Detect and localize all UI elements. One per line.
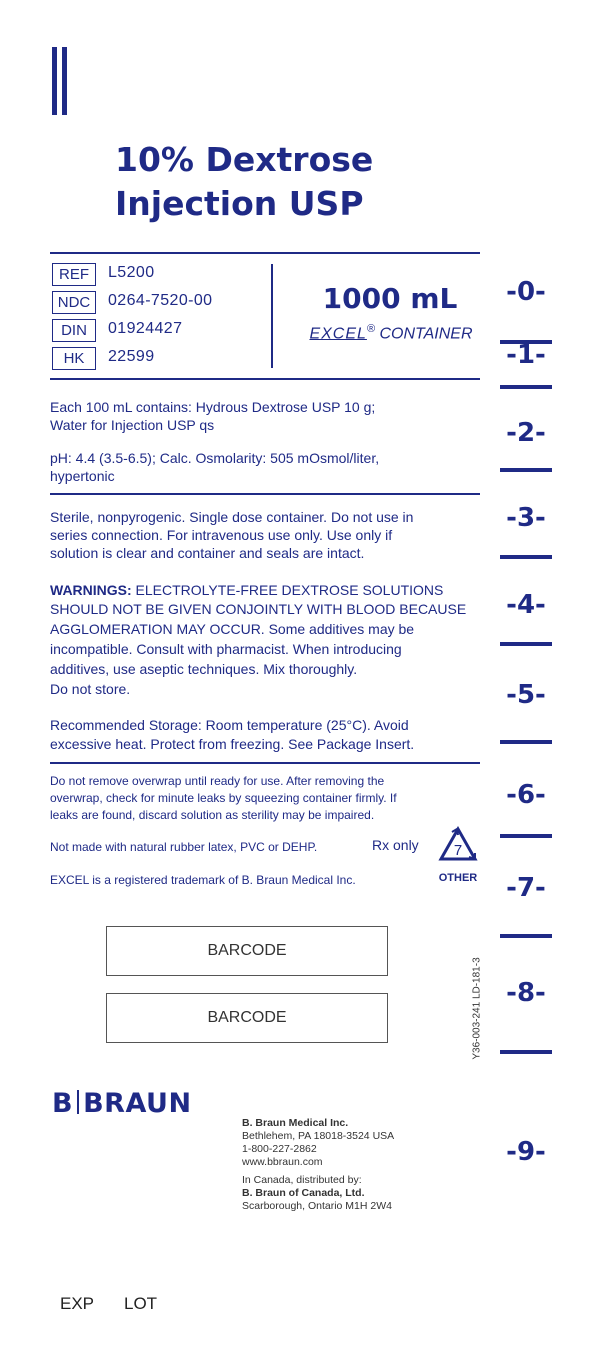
overwrap-line1: Do not remove overwrap until ready for use. After removing the [50, 774, 385, 788]
codes-divider [50, 378, 480, 380]
logo-separator [77, 1090, 79, 1114]
ref-value: L5200 [108, 264, 155, 281]
grad-label-6: -6- [506, 780, 546, 810]
ndc-label: NDC [52, 291, 96, 314]
grad-tick-6 [500, 740, 552, 744]
usage-line3: solution is clear and container and seals are intact. [50, 545, 365, 561]
rx-only: Rx only [372, 837, 419, 853]
grad-tick-5 [500, 642, 552, 646]
composition-line2: Water for Injection USP qs [50, 417, 215, 433]
ph-line2: hypertonic [50, 468, 115, 484]
grad-label-7: -7- [506, 873, 546, 903]
trademark-statement: EXCEL is a registered trademark of B. Braun Medical Inc. [50, 873, 356, 887]
volume-amount: 1000 mL [322, 282, 458, 315]
top-bar-mark-left [52, 47, 57, 115]
canada-line: In Canada, distributed by: [242, 1174, 362, 1186]
title-divider [50, 252, 480, 254]
barcode-1: BARCODE [106, 926, 388, 976]
grad-label-5: -5- [506, 680, 546, 710]
top-bar-mark-right [62, 47, 67, 115]
lot-label: LOT [124, 1294, 158, 1313]
canada-city: Scarborough, Ontario M1H 2W4 [242, 1200, 392, 1212]
storage-line2: excessive heat. Protect from freezing. See Package Insert. [50, 736, 415, 752]
storage-divider [50, 762, 480, 764]
company-phone: 1-800-227-2862 [242, 1143, 317, 1155]
exp-label: EXP [60, 1294, 95, 1313]
din-label: DIN [52, 319, 96, 342]
grad-tick-9 [500, 1050, 552, 1054]
overwrap-line2: overwrap, check for minute leaks by squeezing container firmly. If [50, 791, 397, 805]
warnings-line5: additives, use aseptic techniques. Mix thoroughly. [50, 661, 358, 677]
grad-tick-3 [500, 468, 552, 472]
warnings-line1 [50, 581, 480, 599]
grad-tick-7 [500, 834, 552, 838]
warnings-line3: AGGLOMERATION MAY OCCUR. Some additives may be [50, 621, 415, 637]
grad-label-8: -8- [506, 978, 546, 1008]
warnings-lead: WARNINGS: [50, 582, 132, 598]
usage-line2: series connection. For intravenous use only. Use only if [50, 527, 393, 543]
logo-name: BRAUN [83, 1088, 192, 1119]
product-title-line2: Injection USP [115, 184, 364, 223]
latex-statement: Not made with natural rubber latex, PVC or DEHP. [50, 840, 318, 854]
overwrap-line3: leaks are found, discard solution as sterility may be impaired. [50, 808, 375, 822]
barcode-2: BARCODE [106, 993, 388, 1043]
composition-line1: Each 100 mL contains: Hydrous Dextrose USP 10 g; [50, 399, 376, 415]
ph-line1: pH: 4.4 (3.5-6.5); Calc. Osmolarity: 505 mOsmol/liter, [50, 450, 380, 466]
hk-value: 22599 [108, 348, 155, 365]
grad-tick-8 [500, 934, 552, 938]
codes-vertical-divider [271, 264, 273, 368]
excel-brand: EXCEL [309, 325, 367, 343]
canada-name: B. Braun of Canada, Ltd. [242, 1187, 365, 1199]
grad-tick-2 [500, 385, 552, 389]
grad-tick-4 [500, 555, 552, 559]
container-brand [296, 323, 486, 343]
hk-label: HK [52, 347, 96, 370]
grad-label-3: -3- [506, 503, 546, 533]
bbraun-logo [52, 1088, 192, 1119]
registered-mark: ® [366, 323, 376, 335]
grad-label-4: -4- [506, 590, 546, 620]
company-web: www.bbraun.com [242, 1156, 323, 1168]
usage-line1: Sterile, nonpyrogenic. Single dose container. Do not use in [50, 509, 414, 525]
ndc-value: 0264-7520-00 [108, 292, 213, 309]
container-word: CONTAINER [379, 325, 473, 343]
logo-b: B [52, 1088, 74, 1119]
grad-label-9: -9- [506, 1137, 546, 1167]
warnings-line6: Do not store. [50, 681, 131, 697]
composition-divider [50, 493, 480, 495]
din-value: 01924427 [108, 320, 183, 337]
warnings-text1: ELECTROLYTE-FREE DEXTROSE SOLUTIONS [131, 582, 444, 598]
recycle-label: OTHER [438, 872, 478, 884]
recycle-number: 7 [453, 842, 463, 859]
recycle-icon [438, 826, 478, 872]
warnings-line4: incompatible. Consult with pharmacist. When introducing [50, 641, 402, 657]
grad-label-1: -1- [506, 340, 546, 370]
storage-line1: Recommended Storage: Room temperature (25°C). Avoid [50, 717, 409, 733]
grad-label-2: -2- [506, 418, 546, 448]
product-title-line1: 10% Dextrose [115, 140, 374, 179]
company-city: Bethlehem, PA 18018-3524 USA [242, 1130, 395, 1142]
ref-label: REF [52, 263, 96, 286]
company-name: B. Braun Medical Inc. [242, 1117, 349, 1129]
side-code: Y36-003-241 LD-181-3 [471, 957, 483, 1060]
warnings-line2: SHOULD NOT BE GIVEN CONJOINTLY WITH BLOOD BECAUSE [50, 601, 467, 617]
grad-label-0: -0- [506, 277, 546, 307]
